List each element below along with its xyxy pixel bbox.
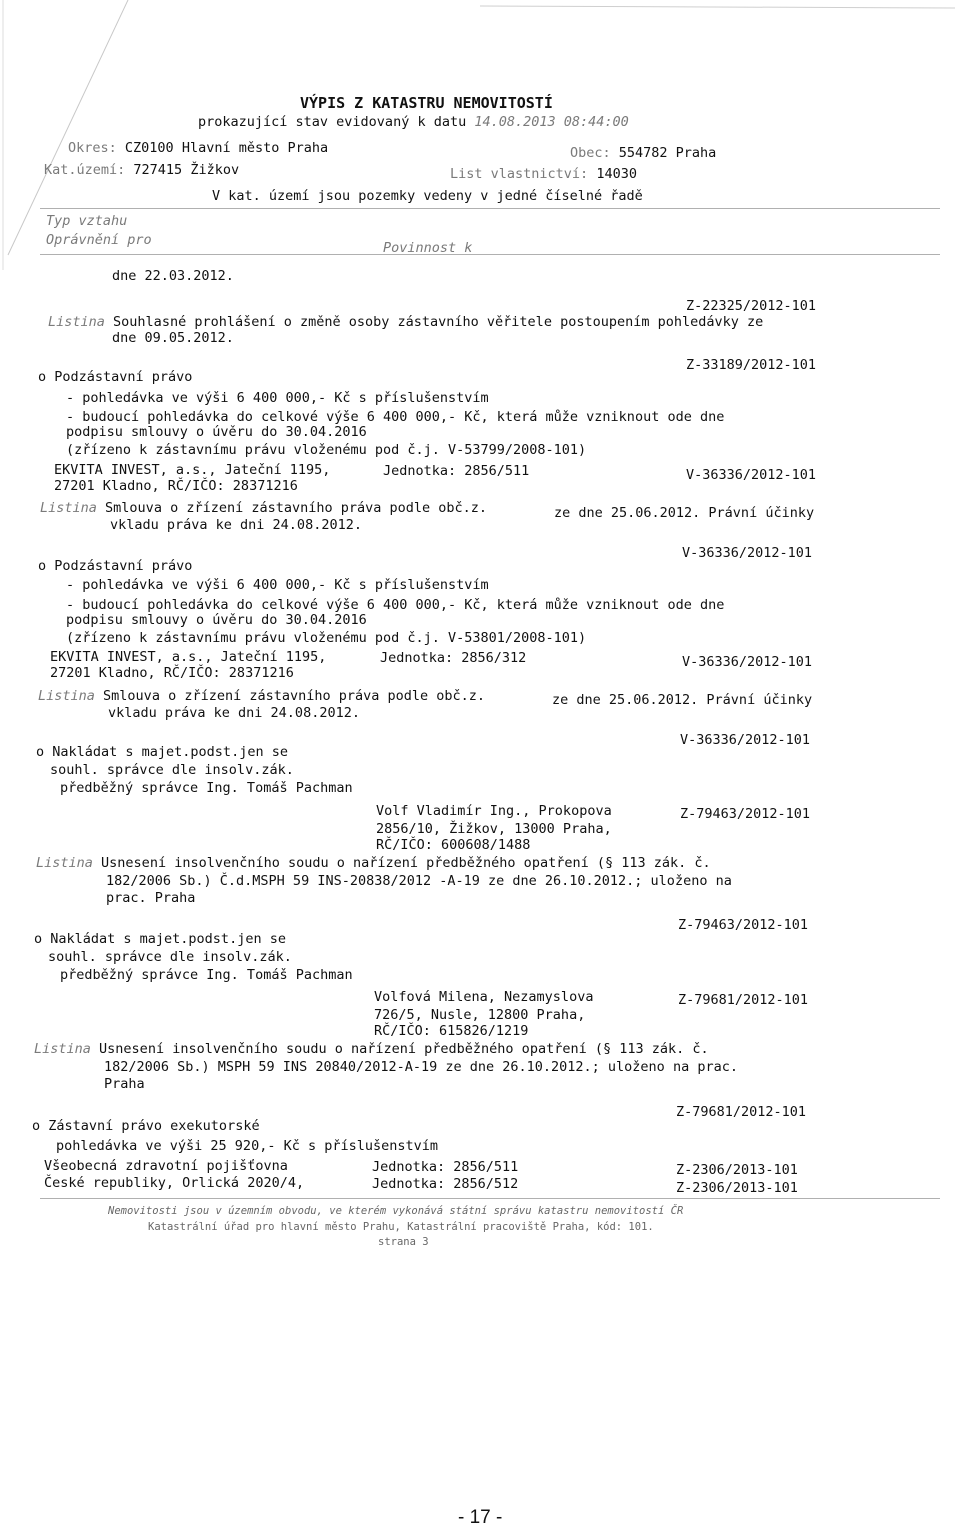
listina-text: ze dne 25.06.2012. Právní účinky: [554, 505, 815, 521]
listina-label: Listina: [36, 855, 93, 871]
entry-text: pohledávka ve výši 25 920,- Kč s příslušenstvím: [56, 1138, 439, 1154]
unit-number: Jednotka: 2856/312: [380, 650, 527, 666]
entry-text: souhl. správce dle insolv.zák.: [50, 762, 294, 778]
footer-office: Katastrální úřad pro hlavní město Prahu, Katastrální pracoviště Praha, kód: 101.: [148, 1221, 654, 1233]
ku-row: [44, 162, 239, 178]
header-divider: [40, 208, 940, 209]
listina-text: vkladu práva ke dni 24.08.2012.: [108, 705, 360, 721]
party-name: EKVITA INVEST, a.s., Jateční 1195,: [50, 649, 327, 665]
reference-number: V-36336/2012-101: [680, 732, 811, 748]
reference-number: Z-2306/2013-101: [676, 1180, 798, 1196]
lv-value: 14030: [596, 166, 637, 182]
reference-number: Z-79681/2012-101: [676, 1104, 807, 1120]
lv-label: List vlastnictví:: [450, 166, 589, 182]
listina-text: Usnesení insolvenčního soudu o nařízení předběžného opatření (§ 113 zák. č.: [101, 855, 711, 871]
reference-number: V-36336/2012-101: [682, 545, 813, 561]
entry-text: - pohledávka ve výši 6 400 000,- Kč s příslušenstvím: [66, 390, 489, 406]
footer-divider: [40, 1198, 940, 1199]
document-subtitle: [198, 114, 629, 130]
party-address: České republiky, Orlická 2020/4,: [44, 1175, 305, 1191]
reference-number: Z-2306/2013-101: [676, 1162, 798, 1178]
listina-label: Listina: [38, 688, 95, 704]
unit-number: Jednotka: 2856/511: [372, 1159, 519, 1175]
column-header-divider: [40, 254, 940, 255]
party-address: 27201 Kladno, RČ/IČO: 28371216: [50, 665, 294, 681]
listina-text: vkladu práva ke dni 24.08.2012.: [110, 517, 362, 533]
date-line: dne 22.03.2012.: [112, 268, 234, 284]
entry-heading: o Podzástavní právo: [38, 369, 193, 385]
document-title: VÝPIS Z KATASTRU NEMOVITOSTÍ: [300, 94, 553, 112]
listina-line: [34, 1041, 709, 1057]
reference-number: V-36336/2012-101: [682, 654, 813, 670]
reference-number: Z-22325/2012-101: [686, 298, 817, 314]
povinnost-k-label: Povinnost k: [383, 240, 473, 256]
listina-label: Listina: [34, 1041, 91, 1057]
reference-number: Z-33189/2012-101: [686, 357, 817, 373]
reference-number: V-36336/2012-101: [686, 467, 817, 483]
party-address: 726/5, Nusle, 12800 Praha,: [374, 1007, 586, 1023]
typ-vztahu-label: Typ vztahu: [46, 213, 128, 229]
subtitle-prefix: prokazující stav evidovaný k datu: [198, 114, 467, 130]
party-id: RČ/IČO: 600608/1488: [376, 837, 531, 853]
party-address: 27201 Kladno, RČ/IČO: 28371216: [54, 478, 298, 494]
obec-label: Obec:: [570, 145, 611, 161]
entry-text: podpisu smlouvy o úvěru do 30.04.2016: [66, 424, 367, 440]
listina-label: Listina: [48, 314, 105, 330]
footer-page: strana 3: [378, 1236, 429, 1248]
entry-text: podpisu smlouvy o úvěru do 30.04.2016: [66, 612, 367, 628]
party-name: Všeobecná zdravotní pojišťovna: [44, 1158, 288, 1174]
obec-row: [570, 145, 716, 161]
listina-line: [40, 500, 487, 516]
party-name: Volfová Milena, Nezamyslova: [374, 989, 594, 1005]
page-number: - 17 -: [458, 1507, 503, 1528]
party-id: RČ/IČO: 615826/1219: [374, 1023, 529, 1039]
okres-label: Okres:: [68, 140, 117, 156]
lv-row: [450, 166, 637, 182]
unit-number: Jednotka: 2856/511: [383, 463, 530, 479]
listina-line: [48, 314, 763, 330]
entry-heading: o Nakládat s majet.podst.jen se: [36, 744, 288, 760]
entry-text: - pohledávka ve výši 6 400 000,- Kč s příslušenstvím: [66, 577, 489, 593]
listina-text: Smlouva o zřízení zástavního práva podle obč.z.: [105, 500, 488, 516]
listina-text: prac. Praha: [106, 890, 196, 906]
entry-text: (zřízeno k zástavnímu právu vloženému pod č.j. V-53801/2008-101): [66, 630, 587, 646]
listina-line: [38, 688, 485, 704]
entry-text: - budoucí pohledávka do celkové výše 6 400 000,- Kč, která může vzniknout ode dne: [66, 409, 725, 425]
listina-text: Souhlasné prohlášení o změně osoby zástavního věřitele postoupením pohledávky ze: [113, 314, 764, 330]
party-name: EKVITA INVEST, a.s., Jateční 1195,: [54, 462, 331, 478]
listina-text: ze dne 25.06.2012. Právní účinky: [552, 692, 813, 708]
party-address: 2856/10, Žižkov, 13000 Praha,: [376, 821, 612, 837]
entry-text: souhl. správce dle insolv.zák.: [48, 949, 292, 965]
snapshot-datetime: 14.08.2013 08:44:00: [474, 114, 629, 130]
series-note: V kat. území jsou pozemky vedeny v jedné číselné řadě: [212, 188, 643, 204]
scan-top-line: [480, 6, 955, 8]
okres-row: [68, 140, 328, 156]
listina-label: Listina: [40, 500, 97, 516]
date-line: dne 09.05.2012.: [112, 330, 234, 346]
ku-value: 727415 Žižkov: [133, 162, 240, 178]
okres-value: CZ0100 Hlavní město Praha: [124, 140, 329, 156]
entry-text: (zřízeno k zástavnímu právu vloženému pod č.j. V-53799/2008-101): [66, 442, 587, 458]
listina-text: Praha: [104, 1076, 145, 1092]
reference-number: Z-79463/2012-101: [678, 917, 809, 933]
entry-heading: o Zástavní právo exekutorské: [32, 1118, 260, 1134]
listina-text: Smlouva o zřízení zástavního práva podle obč.z.: [103, 688, 486, 704]
entry-heading: o Podzástavní právo: [38, 558, 193, 574]
listina-text: 182/2006 Sb.) Č.d.MSPH 59 INS-20838/2012 -A-19 ze dne 26.10.2012.; uloženo na: [106, 873, 732, 889]
party-name: Volf Vladimír Ing., Prokopova: [376, 803, 612, 819]
entry-heading: o Nakládat s majet.podst.jen se: [34, 931, 286, 947]
reference-number: Z-79681/2012-101: [678, 992, 809, 1008]
listina-line: [36, 855, 711, 871]
entry-text: předběžný správce Ing. Tomáš Pachman: [60, 780, 353, 796]
entry-text: předběžný správce Ing. Tomáš Pachman: [60, 967, 353, 983]
entry-text: - budoucí pohledávka do celkové výše 6 400 000,- Kč, která může vzniknout ode dne: [66, 597, 725, 613]
footer-jurisdiction: Nemovitosti jsou v územním obvodu, ve kterém vykonává státní správu katastru nemovitostí ČR: [108, 1205, 684, 1217]
unit-number: Jednotka: 2856/512: [372, 1176, 519, 1192]
listina-text: 182/2006 Sb.) MSPH 59 INS 20840/2012-A-19 ze dne 26.10.2012.; uloženo na prac.: [104, 1059, 738, 1075]
reference-number: Z-79463/2012-101: [680, 806, 811, 822]
ku-label: Kat.území:: [44, 162, 126, 178]
obec-value: 554782 Praha: [618, 145, 717, 161]
opravneni-pro-label: Oprávnění pro: [46, 232, 152, 248]
listina-text: Usnesení insolvenčního soudu o nařízení předběžného opatření (§ 113 zák. č.: [99, 1041, 709, 1057]
